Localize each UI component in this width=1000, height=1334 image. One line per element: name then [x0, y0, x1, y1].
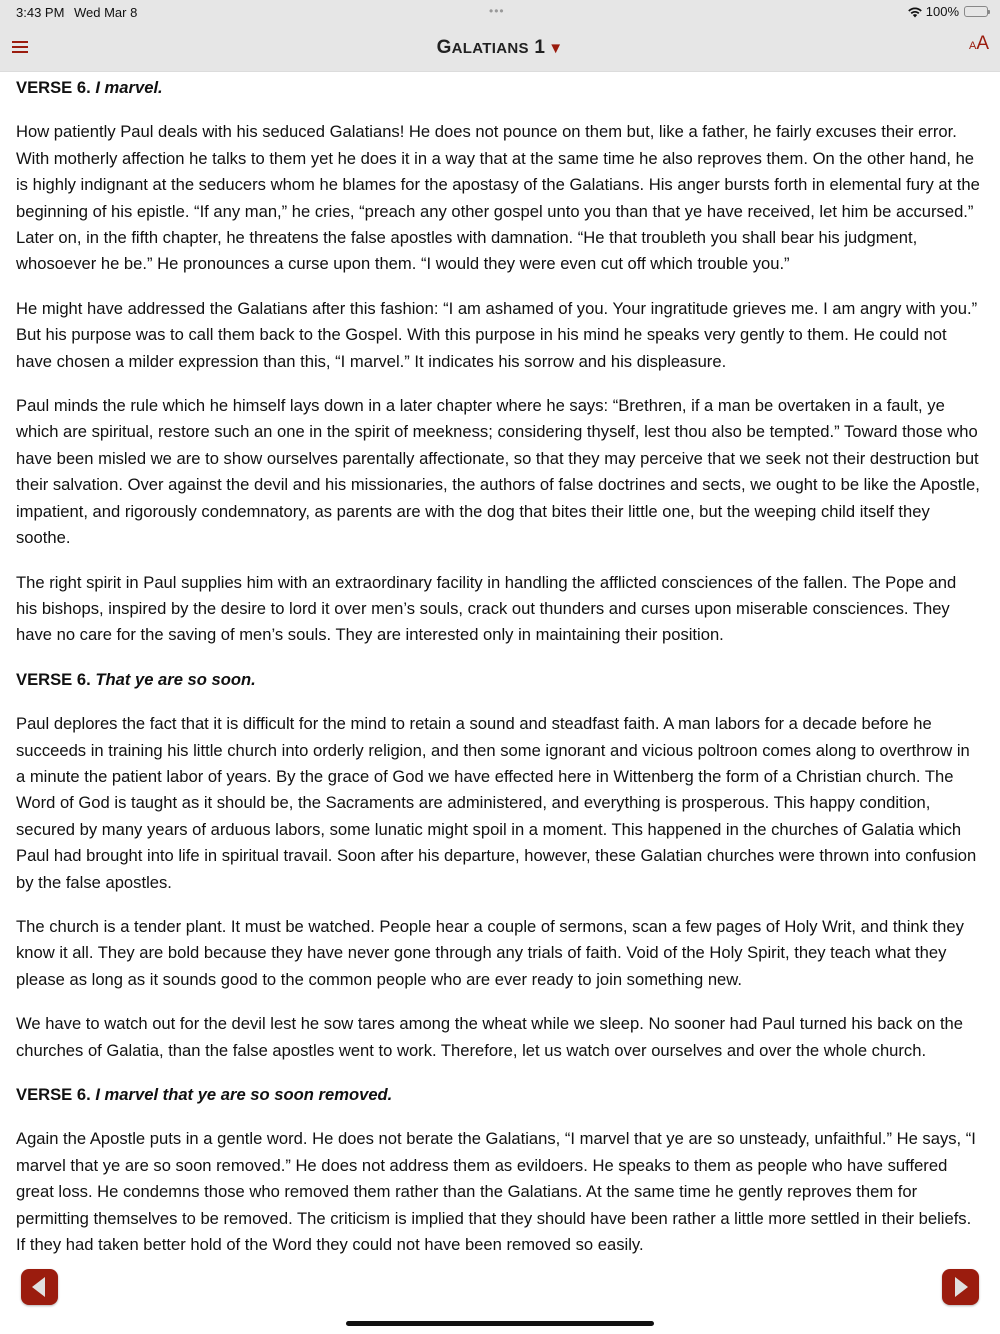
commentary-paragraph: How patiently Paul deals with his seduced Galatians! He does not pounce on them but, like a father, he fairly excuses their error. With motherly affection he talks to them yet he does it in a way that at the same time he also reproves them. On the other hand, he is highly indignant at the seducers whom he blames for the apostasy of the Galatians. His anger bursts forth in elemental fury at the beginning of his epistle. “If any man,” he cries, “preach any other gospel unto you than that ye have received, let him be accursed.” Later on, in the fifth chapter, he threatens the false apostles with damnation. “He that troubleth you shall bear his judgment, whosoever he be.” He pronounces a curse upon them. “I would they were even cut off which trouble you.”: [16, 122, 980, 274]
commentary-paragraph: Again the Apostle puts in a gentle word. He does not berate the Galatians, “I marvel that ye are so unsteady, unfaithful.” He says, “I marvel that ye are so soon removed.” He does not address them as evildoers. He speaks to them as people who have suffered great loss. He condemns those who removed them rather than the Galatians. At the same time he gently reproves them for permitting themselves to be removed. The criticism is implied that they should have been rather a little more settled in their beliefs. If they had taken better hold of the Word they could not have been removed so easily.: [16, 1129, 976, 1255]
commentary-paragraph: Paul minds the rule which he himself lays down in a later chapter where he says: “Brethren, if a man be overtaken in a fault, ye which are spiritual, restore such an one in the spirit of meekness; considering thyself, lest thou also be tempted.” Toward those who have been misled we are to show ourselves parentally affectionate, so that they may perceive that we seek not their destruction but their salvation. Over against the devil and his missionaries, the authors of false doctrines and sects, we ought to be like the Apostle, impatient, and rigorously condemnatory, as parents are with the dog that bites their little one, but the weeping child itself they soothe.: [16, 396, 980, 548]
triangle-right-icon: [955, 1277, 968, 1297]
verse-label: VERSE 6.: [16, 1085, 96, 1104]
triangle-left-icon: [32, 1277, 45, 1297]
wifi-icon: [907, 6, 923, 18]
commentary-paragraph: We have to watch out for the devil lest he sow tares among the wheat while we sleep. No sooner had Paul turned his back on the churches of Galatia, than the false apostles went to work. Therefore, let us watch over ourselves and over the whole church.: [16, 1014, 964, 1060]
status-time: 3:43 PM: [16, 5, 65, 20]
dropdown-triangle-icon: ▼: [548, 40, 564, 57]
next-page-button[interactable]: [942, 1269, 979, 1305]
verse-text: I marvel.: [95, 78, 163, 97]
chapter-number: 1: [534, 37, 546, 58]
multitask-dots[interactable]: •••: [489, 4, 505, 18]
battery-percent: 100%: [925, 4, 959, 19]
commentary-paragraph: The church is a tender plant. It must be watched. People hear a couple of sermons, scan a few pages of Holy Writ, and think they know it all. They are bold because they have never gone through any trials of faith. Void of the Holy Spirit, they teach what they please as long as it sounds good to the common people who are ever ready to join something new.: [16, 916, 964, 989]
nav-bar: [0, 24, 1000, 72]
verse-label: VERSE 6.: [16, 78, 96, 97]
verse-label: VERSE 6.: [16, 669, 96, 689]
commentary-paragraph: The right spirit in Paul supplies him with an extraordinary facility in handling the afflicted consciences of the fallen. The Pope and his bishops, inspired by the desire to lord it over men’s souls, crack out thunders and curses upon miserable consciences. They have no care for the saving of men’s souls. They are interested only in maintaining their position.: [16, 572, 957, 645]
font-size-big-glyph: A: [976, 33, 989, 54]
status-right: [907, 4, 988, 19]
home-indicator[interactable]: [346, 1321, 654, 1326]
status-date: Wed Mar 8: [74, 5, 138, 20]
status-bar: [0, 0, 1000, 24]
commentary-paragraph: Paul deplores the fact that it is difficult for the mind to retain a sound and steadfast faith. A man labors for a decade before he succeeds in training his little church into orderly religion, and then some ignorant and vicious poltroon comes along to overthrow in a minute the patient labor of years. By the grace of God we have effected here in Wittenberg the form of a Christian church. The Word of God is taught as it should be, the Sacraments are administered, and everything is prosperous. This happy condition, secured by many years of arduous labors, some lunatic might spoil in a moment. This happened in the churches of Galatia which Paul had brought into life in spiritual travail. Soon after his departure, however, these Galatian churches were thrown into confusion by the false apostles.: [16, 714, 977, 892]
font-size-small-glyph: A: [968, 40, 977, 52]
chapter-selector[interactable]: [0, 37, 1000, 59]
verse-text: I marvel that ye are so soon removed.: [95, 1085, 393, 1104]
book-title-initial: G: [436, 37, 452, 58]
verse-heading: [16, 1082, 982, 1108]
commentary-content: [16, 72, 982, 1276]
previous-page-button[interactable]: [21, 1269, 58, 1305]
commentary-paragraph: He might have addressed the Galatians after this fashion: “I am ashamed of you. Your ingratitude grieves me. I am angry with you.” But his purpose was to call them back to the Gospel. With this purpose in his mind he speaks very gently to them. He could not have chosen a milder expression than this, “I marvel.” It indicates his sorrow and his displeasure.: [16, 298, 978, 371]
verse-heading: [16, 75, 982, 101]
verse-text: That ye are so soon.: [95, 669, 256, 689]
verse-heading: [16, 667, 982, 693]
font-size-button[interactable]: [969, 33, 989, 55]
book-title-rest: ALATIANS: [451, 40, 529, 57]
battery-icon: [964, 6, 988, 17]
